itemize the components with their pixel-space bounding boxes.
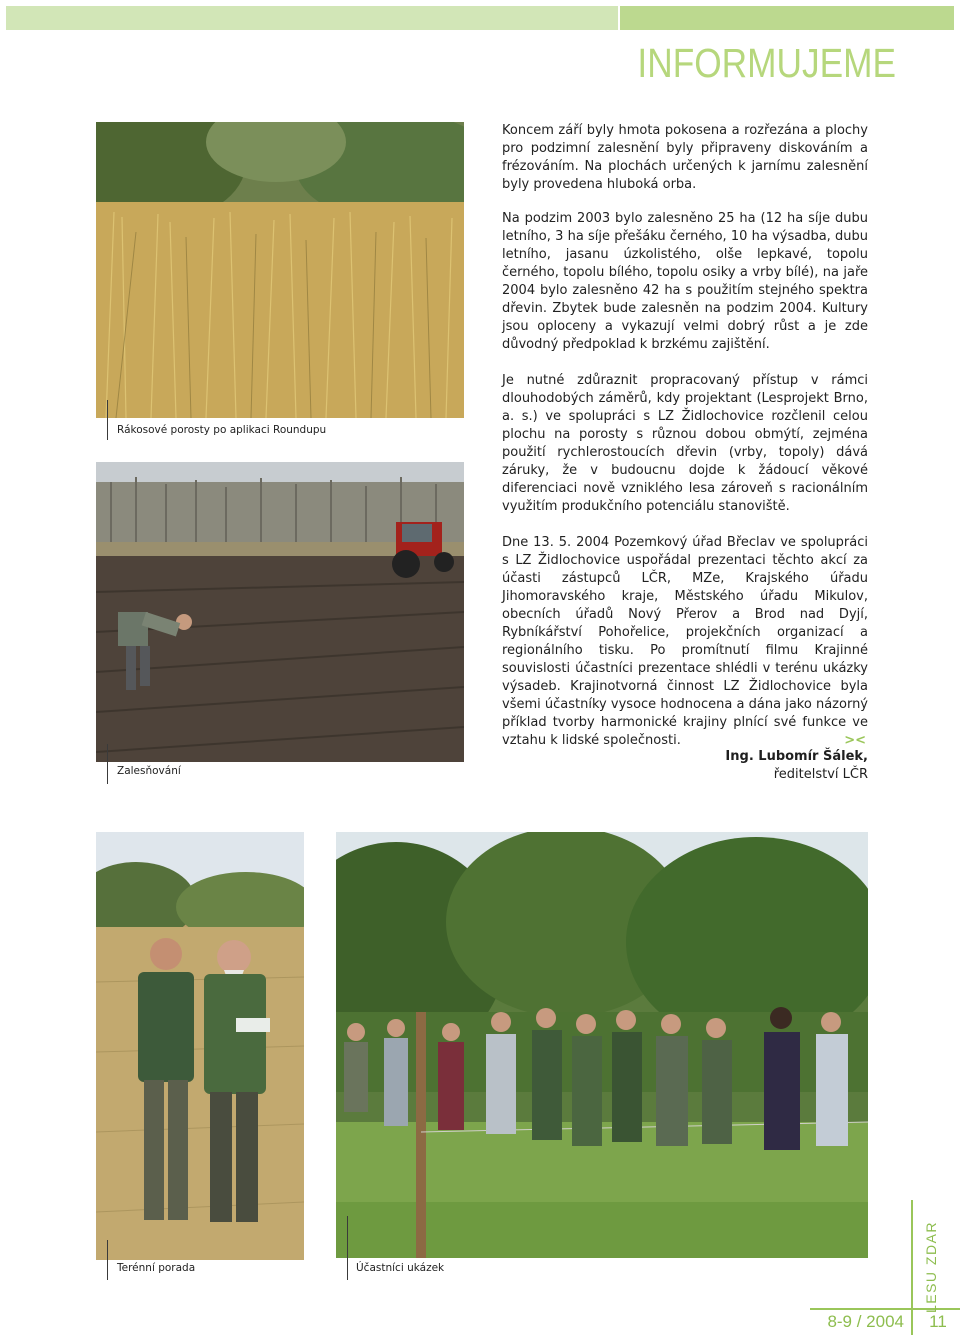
photo-planting xyxy=(96,462,464,762)
end-mark: >< xyxy=(844,733,866,748)
header-bar-left xyxy=(6,6,618,30)
article-signature xyxy=(600,748,868,784)
article-paragraph-2: Na podzim 2003 bylo zalesněno 25 ha (12 ha síje dubu letního, 3 ha síje přešáku černého, 10 ha výsadba, dubu letního, jasanu úzkolistého, olše lepkavé, topolu černého, topolu bílého, topolu osiky a vrby bílé), na jaře 2004 bylo zalesněno 42 ha s použitím stejného spektra dřevin. Zbytek bude zalesněn na podzim 2004. Kultury jsou oploceny a vykazují velmi dobrý růst a je zde důvodný předpoklad k brzkému zajištění. xyxy=(502,211,868,352)
magazine-name: LESU ZDAR xyxy=(923,1220,939,1314)
caption-rule-photo3 xyxy=(107,1240,108,1280)
caption-photo3: Terénní porada xyxy=(117,1262,196,1274)
page-number: 11 xyxy=(929,1312,947,1331)
issue-number: 8-9 / 2004 xyxy=(827,1312,904,1331)
caption-photo1: Rákosové porosty po aplikaci Roundupu xyxy=(117,424,327,436)
author-role: ředitelství LČR xyxy=(773,767,868,782)
paragraph-4-text: Dne 13. 5. 2004 Pozemkový úřad Břeclav ve spolupráci s LZ Židlochovice uspořádal prezentaci těchto akcí za účasti zástupců LČR, MZe, Krajského úřadu Jihomoravského kraje, Městského úřadu Mikulov, obecních úřadů Nový Přerov a Brod nad Dyjí, Rybníkářství Pohořelice, projekčních organizací a regionálního tisku. Po promítnutí filmu Krajinné souvislosti účastníci prezentace shlédli v terénu ukázky výsadeb. Krajinotvorná činnost LZ Židlochovice byla všemi účastníky vysoce hodnocena a dána jako názorný příklad tvorby harmonické krajiny plnící své funkce ve vztahu k lidské společnosti. xyxy=(502,535,868,748)
caption-rule-photo2 xyxy=(107,744,108,784)
caption-rule-photo4 xyxy=(347,1216,348,1280)
photo-field-meeting xyxy=(96,832,304,1260)
article-paragraph-4 xyxy=(502,534,868,750)
photo-reeds xyxy=(96,122,464,418)
caption-photo4: Účastníci ukázek xyxy=(356,1262,445,1274)
header-bar-right xyxy=(620,6,954,30)
caption-rule-photo1 xyxy=(107,400,108,440)
article-paragraph-1: Koncem září byly hmota pokosena a rozřezána a plochy pro podzimní zalesnění byly připraveny diskováním a frézováním. Na plochách určených k jarnímu zalesnění byly provedena hluboká orba. xyxy=(502,123,868,192)
photo-participants xyxy=(336,832,868,1258)
section-title: INFORMUJEME xyxy=(637,40,896,86)
caption-photo2: Zalesňování xyxy=(117,765,181,777)
author-name: Ing. Lubomír Šálek, xyxy=(725,749,868,764)
footer-vertical-rule xyxy=(911,1200,913,1335)
article-paragraph-3: Je nutné zdůraznit propracovaný přístup v rámci dlouhodobých záměrů, kdy projektant (Lesprojekt Brno, a. s.) ve spolupráci s LZ Židlochovice rozčlenil celou plochu na porosty s různou dobou obmýtí, zejména použití rychlerostoucích dřevin (vrby, topoly) dává záruky, že v budoucnu dojde k žádoucí věkové diferenciaci nově vzniklého lesa zároveň s racionálním využitím produkčního potenciálu stanoviště. xyxy=(502,373,868,514)
